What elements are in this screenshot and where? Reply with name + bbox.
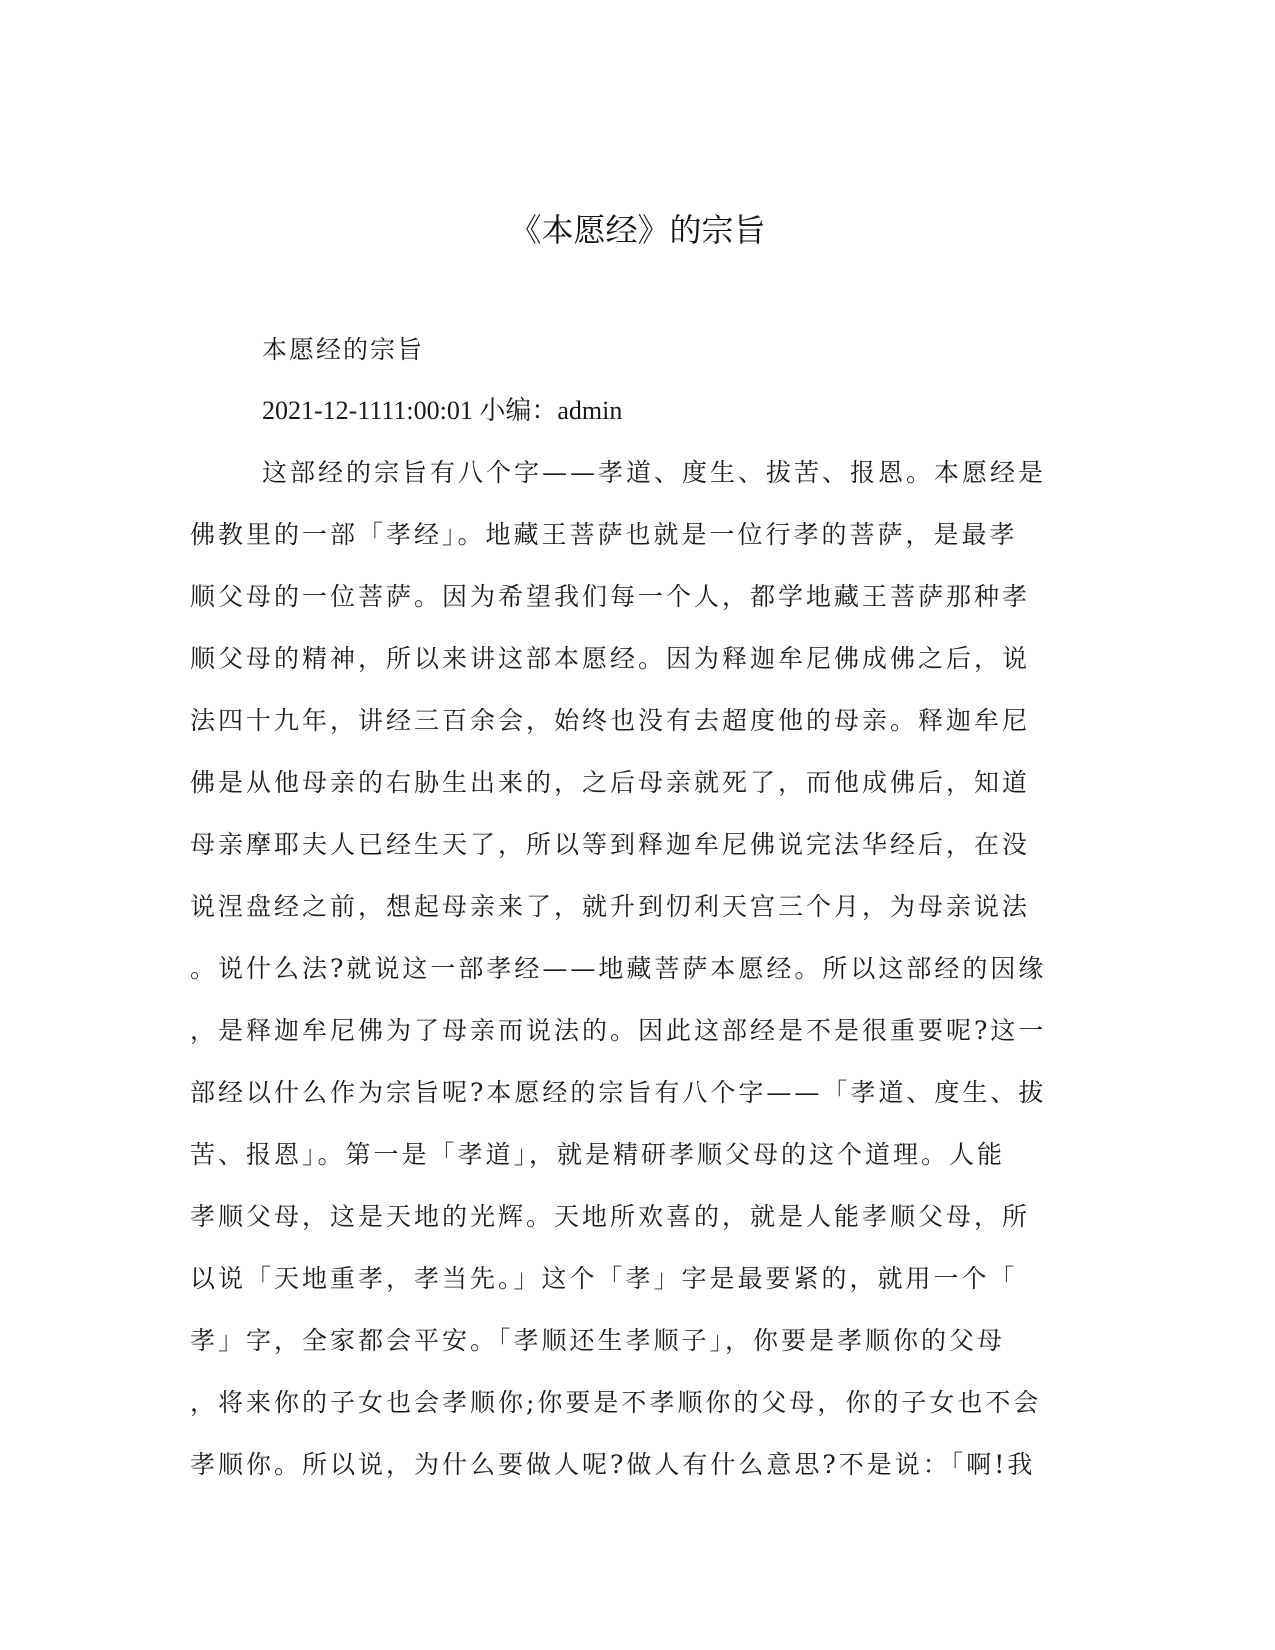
body-line: 孝顺父母，这是天地的光辉。天地所欢喜的，就是人能孝顺父母，所 [190, 1202, 1031, 1231]
body-line: 说涅盘经之前，想起母亲来了，就升到忉利天宫三个月，为母亲说法 [190, 892, 1031, 921]
body-line: 苦、报恩」。第一是「孝道」，就是精研孝顺父母的这个道理。人能 [190, 1140, 1006, 1169]
body-line: 顺父母的精神，所以来讲这部本愿经。因为释迦牟尼佛成佛之后，说 [190, 644, 1031, 673]
body-line: 佛教里的一部「孝经」。地藏王菩萨也就是一位行孝的菩萨，是最孝 [190, 520, 1018, 549]
body-line: 母亲摩耶夫人已经生天了，所以等到释迦牟尼佛说完法华经后，在没 [190, 830, 1031, 859]
document-subtitle: 本愿经的宗旨 [262, 335, 425, 364]
body-line: 。说什么法?就说这一部孝经——地藏菩萨本愿经。所以这部经的因缘 [190, 954, 1047, 983]
body-line: 以说「天地重孝，孝当先。」这个「孝」字是最要紧的，就用一个「 [190, 1264, 1018, 1293]
body-line: ，是释迦牟尼佛为了母亲而说法的。因此这部经是不是很重要呢?这一 [190, 1016, 1047, 1045]
body-line: 部经以什么作为宗旨呢?本愿经的宗旨有八个字——「孝道、度生、拔 [190, 1078, 1047, 1107]
publish-meta: 2021-12-1111:00:01 小编：admin [262, 396, 623, 425]
body-line: 佛是从他母亲的右胁生出来的，之后母亲就死了，而他成佛后，知道 [190, 768, 1031, 797]
body-line: 孝顺你。所以说，为什么要做人呢?做人有什么意思?不是说：「啊!我 [190, 1450, 1036, 1479]
body-line: 这部经的宗旨有八个字——孝道、度生、拔苦、报恩。本愿经是 [262, 458, 1047, 487]
body-line: 孝」字，全家都会平安。「孝顺还生孝顺子」，你要是孝顺你的父母 [190, 1326, 1006, 1355]
document-title: 《本愿经》的宗旨 [509, 211, 766, 249]
body-line: 顺父母的一位菩萨。因为希望我们每一个人，都学地藏王菩萨那种孝 [190, 582, 1031, 611]
body-paragraph [190, 455, 1070, 1509]
body-line: ，将来你的子女也会孝顺你;你要是不孝顺你的父母，你的子女也不会 [190, 1388, 1042, 1417]
body-line: 法四十九年，讲经三百余会，始终也没有去超度他的母亲。释迦牟尼 [190, 706, 1031, 735]
